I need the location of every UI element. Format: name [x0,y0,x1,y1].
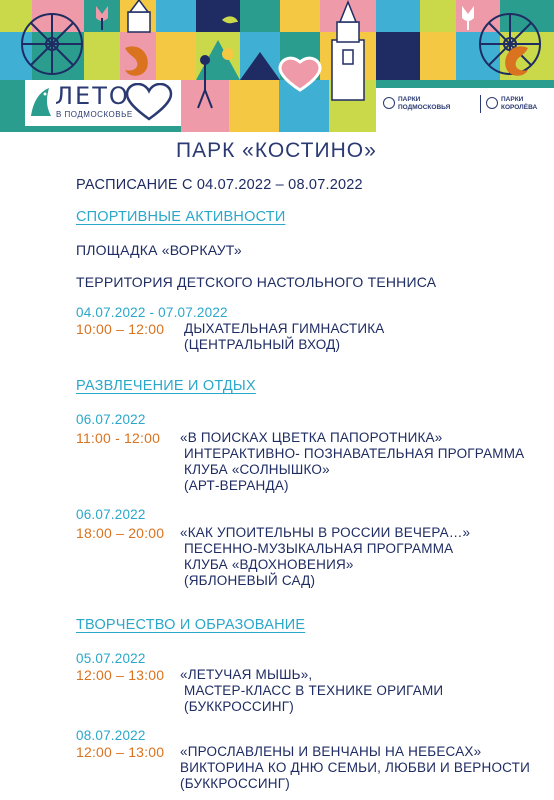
schedule-range: РАСПИСАНИЕ С 04.07.2022 – 08.07.2022 [76,177,363,193]
event-line: «ПРОСЛАВЛЕНЫ И ВЕНЧАНЫ НА НЕБЕСАХ» [180,744,482,759]
section-heading-leisure: РАЗВЛЕЧЕНИЕ И ОТДЫХ [76,378,256,394]
place-workout: ПЛОЩАДКА «ВОРКАУТ» [76,242,242,258]
event-line: ПЕСЕННО-МУЗЫКАЛЬНАЯ ПРОГРАММА [184,541,454,556]
partner2-line2: КОРОЛЁВА [501,104,538,111]
event-line: ВИКТОРИНА КО ДНЮ СЕМЬИ, ЛЮБВИ И ВЕРНОСТИ [180,760,531,775]
event-line: «ЛЕТУЧАЯ МЫШЬ», [180,667,313,682]
event-line: КЛУБА «СОЛНЫШКО» [184,462,330,477]
event-date: 08.07.2022 [76,728,146,743]
event-line: МАСТЕР-КЛАСС В ТЕХНИКЕ ОРИГАМИ [184,683,444,698]
logo-subtitle: В ПОДМОСКОВЬЕ [56,110,133,119]
partner-divider [480,95,481,113]
event-line: (БУККРОССИНГ) [184,699,294,714]
event-line: «В ПОИСКАХ ЦВЕТКА ПАПОРОТНИКА» [180,430,443,445]
event-line: (ЯБЛОНЕВЫЙ САД) [184,573,316,588]
parks-logo-icon [383,97,395,109]
page-title: ПАРК «КОСТИНО» [176,139,377,162]
section-heading-creativity: ТВОРЧЕСТВО И ОБРАЗОВАНИЕ [76,617,306,633]
place-table-tennis: ТЕРРИТОРИЯ ДЕТСКОГО НАСТОЛЬНОГО ТЕННИСА [76,274,437,290]
event-time: 12:00 – 13:00 [76,667,165,683]
partner1-line1: ПАРКИ [398,96,421,103]
summer-logo [25,80,181,126]
event-line: ДЫХАТЕЛЬНАЯ ГИМНАСТИКА [184,321,385,336]
event-line: (АРТ-ВЕРАНДА) [184,478,289,493]
partner2-line1: ПАРКИ [501,96,524,103]
event-time: 12:00 – 13:00 [76,744,165,760]
bird-icon [29,86,53,120]
event-date: 05.07.2022 [76,651,146,666]
header-banner [0,0,554,132]
event-line: (ЦЕНТРАЛЬНЫЙ ВХОД) [184,337,341,352]
event-line: КЛУБА «ВДОХНОВЕНИЯ» [184,557,354,572]
event-date: 04.07.2022 - 07.07.2022 [76,305,228,320]
event-date: 06.07.2022 [76,412,146,427]
event-line: ИНТЕРАКТИВНО- ПОЗНАВАТЕЛЬНАЯ ПРОГРАММА [184,446,525,461]
event-date: 06.07.2022 [76,507,146,522]
event-time: 18:00 – 20:00 [76,525,165,541]
event-line: (БУККРОССИНГ) [180,776,290,791]
event-time: 11:00 - 12:00 [76,430,161,446]
event-time: 10:00 – 12:00 [76,321,165,337]
event-line: «КАК УПОИТЕЛЬНЫ В РОССИИ ВЕЧЕРА…» [180,525,471,540]
logo-title: ЛЕТО [55,82,130,110]
partner1-line2: ПОДМОСКОВЬЯ [398,104,451,111]
section-heading-sport: СПОРТИВНЫЕ АКТИВНОСТИ [76,209,286,225]
parks-logo-icon [486,97,498,109]
